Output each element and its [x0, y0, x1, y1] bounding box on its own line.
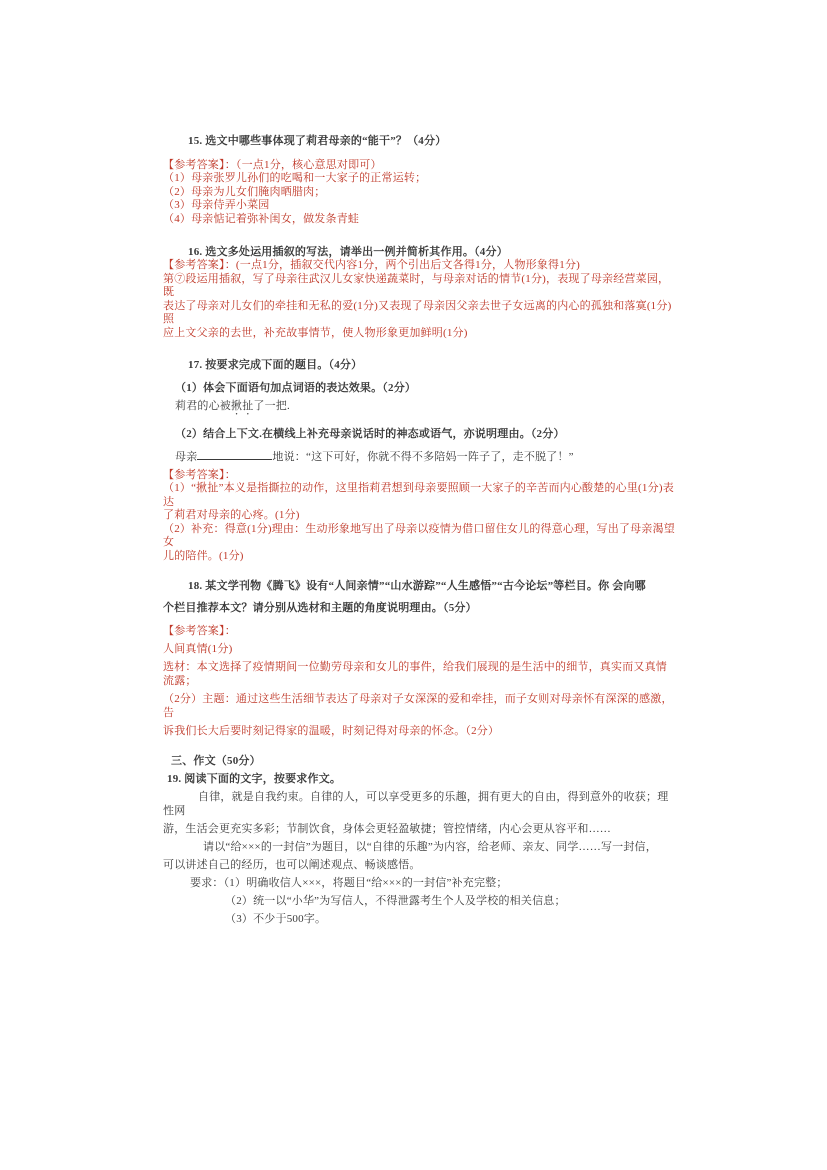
q19-body-line: 游，生活会更充实多彩；节制饮食，身体会更轻盈敏捷；管控情绪，内心会更从容平和……: [163, 823, 611, 835]
q16-stem: 16. 选文多处运用插叙的写法，请举出一例并简析其作用。（4分）: [188, 246, 508, 258]
q19-requirement-line: 要求：（1）明确收信人×××，将题目“给×××的一封信”补充完整；: [190, 877, 508, 889]
q15-answer-header: 【参考答案】：（一点1分，核心意思对即可）: [163, 159, 382, 171]
q17-answer-line: （1）“揪扯”本义是指撕拉的动作，这里指莉君想到母亲要照顾一大家子的辛苦而内心酸楚的心里(1分)表达: [163, 482, 674, 508]
quote-prefix: 莉君的心被: [175, 400, 231, 412]
q17-answer-header: 【参考答案】：: [163, 469, 236, 481]
q18-answer-header: 【参考答案】：: [163, 625, 236, 637]
q19-body-line: 请以“给×××的一封信”为题目，以“自律的乐趣”为内容，给老师、亲友、同学……写一封信，: [203, 841, 657, 853]
q17-fill-in-line: [163, 449, 677, 464]
q19-requirement-line: （2）统一以“小华”为写信人，不得泄露考生个人及学校的相关信息；: [225, 895, 566, 907]
q17-answer-line: （2）补充：得意(1分)理由：生动形象地写出了母亲以疫情为借口留住女儿的得意心理，写出了母亲渴望女: [163, 522, 675, 548]
q18-answer-line: 选材：本文选择了疫情期间一位勤劳母亲和女儿的事件，给我们展现的是生活中的细节，真实而又真情流露；: [163, 661, 667, 687]
emphasized-word: 揪扯: [231, 400, 254, 412]
q19-stem: 19. 阅读下面的文字，按要求作文。: [167, 773, 342, 785]
q19-body-line: 自律，就是自我约束。自律的人，可以享受更多的乐趣，拥有更大的自由，得到意外的收获；理性网: [163, 791, 669, 817]
answer-blank: [197, 449, 272, 460]
q17-answer-line: 了莉君对母亲的心疼。(1分): [163, 509, 300, 521]
page-content: [163, 130, 677, 926]
q15-stem: 15. 选文中哪些事体现了莉君母亲的“能干”？（4分）: [188, 135, 447, 147]
q18-answer-line: 人间真情(1分): [163, 643, 233, 655]
q19-requirement-line: （3）不少于500字。: [225, 913, 327, 925]
q17-stem: 17. 按要求完成下面的题目。（4分）: [188, 359, 363, 371]
q18-stem-line: 18. 某文学刊物《腾飞》设有“人间亲情”“山水游踪”“人生感悟”“古今论坛”等栏目。你 会向哪: [188, 580, 646, 592]
q17-sub-question-2: （2）结合上下文.在横线上补充母亲说话时的神态或语气，亦说明理由。（2分）: [175, 428, 565, 440]
fill-prefix: 母亲: [175, 451, 198, 463]
q15-answer-item: （2）母亲为儿女们腌肉晒腊肉；: [163, 185, 326, 198]
q15-answer-item: （1）母亲张罗儿孙们的吃喝和一大家子的正常运转；: [163, 172, 427, 184]
q16-answer-line: 表达了母亲对儿女们的牵挂和无私的爱(1分)又表现了母亲因父亲去世子女远离的内心的孤独和落寞(1分)照: [163, 299, 672, 325]
q18-answer-line: （2分）主题：通过这些生活细节表达了母亲对子女深深的爱和牵挂，而子女则对母亲怀有深深的感激，告: [163, 693, 673, 719]
q19-body-line: 可以讲述自己的经历，也可以阐述观点、畅谈感悟。: [163, 859, 421, 871]
fill-suffix: 地说：“这下可好，你就不得不多陪妈一阵子了，走不脱了！”: [272, 451, 574, 463]
q16-answer-line: 应上文父亲的去世，补充故事情节，使人物形象更加鲜明(1分): [163, 326, 468, 339]
q18-stem-line: 个栏目推荐本文？请分别从选材和主题的角度说明理由。（5分）: [163, 602, 477, 614]
q15-answer-item: （4）母亲惦记着弥补闺女，做发条青蛙: [163, 212, 360, 225]
quote-suffix: 了一把.: [253, 400, 290, 412]
q18-answer-line: 诉我们长大后要时刻记得家的温暖，时刻记得对母亲的怀念。（2分）: [163, 725, 500, 737]
q15-answer-item: （3）母亲侍弄小菜园: [163, 199, 270, 211]
q17-sub-question-1: （1）体会下面语句加点词语的表达效果。（2分）: [175, 382, 417, 394]
q17-quoted-sentence: [163, 399, 677, 418]
q17-answer-line: 儿的陪伴。(1分): [163, 549, 244, 562]
q16-answer-line: 【参考答案】：(一点1分，插叙交代内容1分，两个引出后文各得1分，人物形象得1分): [163, 259, 581, 271]
essay-section-title: 三、作文（50分）: [171, 755, 261, 767]
q16-answer-line: 第⑦段运用插叙，写了母亲往武汉儿女家快递蔬菜时，与母亲对话的情节(1分)，表现了母亲经营菜园，既: [163, 272, 670, 298]
